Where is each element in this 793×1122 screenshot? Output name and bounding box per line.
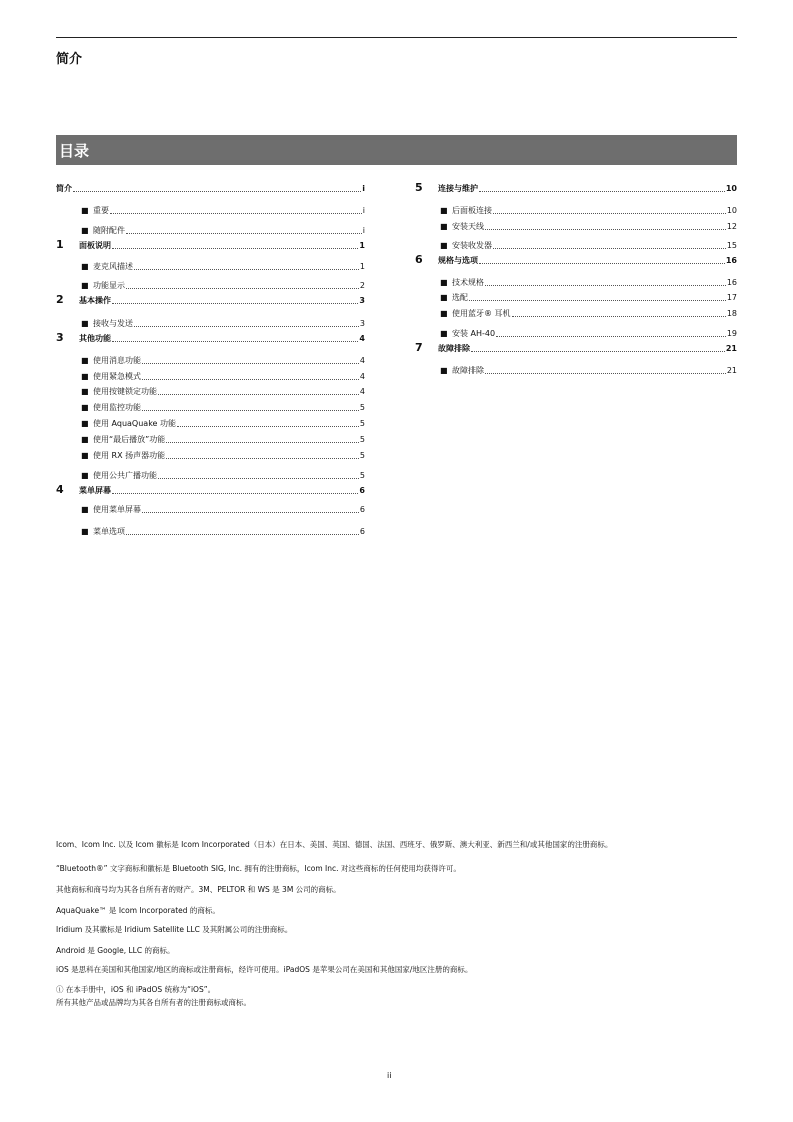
bullet-icon: ■: [81, 451, 89, 460]
toc-sub-entry[interactable]: [81, 383, 365, 397]
toc-sub-entry[interactable]: [81, 277, 365, 291]
chapter-number: 3: [56, 331, 64, 344]
toc-entry-title: 基本操作: [79, 296, 111, 305]
toc-entry-page: 5: [359, 451, 365, 460]
dot-leader: [110, 213, 362, 214]
toc-entry-title: 菜单屏幕: [79, 486, 111, 495]
bullet-icon: ■: [81, 419, 89, 428]
toc-sub-entry[interactable]: [440, 202, 737, 216]
toc-entry-page: 6: [359, 505, 365, 514]
dot-leader: [479, 263, 725, 264]
toc-entry-title: 故障排除: [438, 344, 470, 353]
toc-entry-page: i: [362, 184, 365, 193]
legal-line: 其他商标和商号均为其各自所有者的财产。3M、PELTOR 和 WS 是 3M 公司的商标。: [56, 885, 341, 894]
toc-sub-entry[interactable]: [440, 289, 737, 303]
toc-entry-title: 使用按键锁定功能: [93, 387, 157, 396]
dot-leader: [112, 248, 358, 249]
dot-leader: [485, 229, 726, 230]
toc-sub-entry[interactable]: [81, 202, 365, 216]
toc-entry-title: 选配: [452, 293, 468, 302]
bullet-icon: ■: [81, 356, 89, 365]
toc-entry-title: 接收与发送: [93, 319, 133, 328]
bullet-icon: ■: [81, 372, 89, 381]
toc-entry-page: 5: [359, 419, 365, 428]
dot-leader: [158, 478, 359, 479]
toc-sub-entry[interactable]: [81, 352, 365, 366]
toc-entry-title: 规格与选项: [438, 256, 478, 265]
toc-entry-title: 后面板连接: [452, 206, 492, 215]
bullet-icon: ■: [81, 387, 89, 396]
toc-entry-page: 4: [359, 356, 365, 365]
toc-entry-page: 16: [725, 256, 737, 265]
toc-entry-title: 使用蓝牙® 耳机: [452, 309, 511, 318]
bullet-icon: ■: [440, 206, 448, 215]
toc-entry-page: 19: [726, 329, 737, 338]
toc-entry-title: 简介: [56, 184, 72, 193]
dot-leader: [142, 410, 359, 411]
chapter-number: 5: [415, 181, 423, 194]
toc-sub-entry[interactable]: [81, 399, 365, 413]
toc-entry-title: 使用“最后播放”功能: [93, 435, 166, 444]
toc-entry-page: 6: [359, 527, 365, 536]
toc-entry-title: 安装 AH-40: [452, 329, 496, 338]
toc-sub-entry[interactable]: [440, 274, 737, 288]
legal-line: Android 是 Google, LLC 的商标。: [56, 946, 175, 955]
toc-entry-title: 面板说明: [79, 241, 111, 250]
section-title: 简介: [56, 52, 83, 67]
dot-leader: [158, 394, 359, 395]
bullet-icon: ■: [440, 329, 448, 338]
toc-entry-page: 4: [359, 387, 365, 396]
bullet-icon: ■: [81, 319, 89, 328]
dot-leader: [471, 351, 725, 352]
dot-leader: [166, 442, 359, 443]
toc-chapter-entry[interactable]: [415, 252, 737, 266]
dot-leader: [493, 248, 726, 249]
dot-leader: [142, 363, 359, 364]
bullet-icon: ■: [440, 366, 448, 375]
dot-leader: [142, 379, 359, 380]
toc-entry-page: 21: [725, 344, 737, 353]
top-rule: [56, 37, 737, 38]
toc-chapter-entry[interactable]: [415, 340, 737, 354]
dot-leader: [496, 336, 726, 337]
bullet-icon: ■: [440, 241, 448, 250]
toc-entry-page: 4: [359, 372, 365, 381]
dot-leader: [512, 316, 726, 317]
toc-sub-entry[interactable]: [81, 368, 365, 382]
bullet-icon: ■: [81, 471, 89, 480]
toc-entry-title: 使用紧急模式: [93, 372, 141, 381]
bullet-icon: ■: [81, 505, 89, 514]
toc-chapter-entry[interactable]: [415, 180, 737, 194]
dot-leader: [112, 303, 358, 304]
toc-entry-title: 功能显示: [93, 281, 125, 290]
toc-entry-page: 4: [359, 334, 365, 343]
toc-entry-page: 2: [359, 281, 365, 290]
bullet-icon: ■: [440, 309, 448, 318]
toc-sub-entry[interactable]: [81, 523, 365, 537]
toc-entry-title: 重要: [93, 206, 109, 215]
toc-banner: [56, 135, 737, 165]
bullet-icon: ■: [81, 403, 89, 412]
toc-entry-page: 18: [726, 309, 737, 318]
toc-entry-page: 5: [359, 403, 365, 412]
toc-entry-title: 使用 AquaQuake 功能: [93, 419, 177, 428]
toc-chapter-entry[interactable]: [56, 482, 365, 496]
toc-sub-entry[interactable]: [81, 222, 365, 236]
toc-chapter-entry[interactable]: [56, 237, 365, 251]
dot-leader: [485, 373, 726, 374]
dot-leader: [126, 233, 362, 234]
toc-sub-entry[interactable]: [81, 501, 365, 515]
toc-entry-page: 3: [359, 296, 365, 305]
toc-entry-page: 5: [359, 471, 365, 480]
legal-line: “Bluetooth®” 文字商标和徽标是 Bluetooth SIG, Inc. 拥有的注册商标，Icom Inc. 对这些商标的任何使用均获得许可。: [56, 864, 461, 873]
toc-sub-entry[interactable]: [440, 325, 737, 339]
dot-leader: [485, 285, 726, 286]
bullet-icon: ■: [81, 435, 89, 444]
dot-leader: [126, 534, 359, 535]
toc-chapter-entry[interactable]: [56, 330, 365, 344]
bullet-icon: ■: [81, 226, 89, 235]
dot-leader: [73, 191, 361, 192]
toc-entry-page: 21: [726, 366, 737, 375]
toc-entry-title: 技术规格: [452, 278, 484, 287]
toc-entry-title: 麦克风描述: [93, 262, 133, 271]
toc-sub-entry[interactable]: [81, 447, 365, 461]
toc-chapter-entry[interactable]: [56, 180, 365, 194]
toc-entry-title: 连接与维护: [438, 184, 478, 193]
toc-entry-title: 使用菜单屏幕: [93, 505, 141, 514]
toc-entry-title: 使用监控功能: [93, 403, 141, 412]
legal-line: ⓘ 在本手册中，iOS 和 iPadOS 统称为“iOS”。: [56, 985, 216, 994]
dot-leader: [493, 213, 726, 214]
toc-entry-page: 1: [359, 262, 365, 271]
bullet-icon: ■: [81, 527, 89, 536]
toc-chapter-entry[interactable]: [56, 292, 365, 306]
dot-leader: [479, 191, 725, 192]
toc-entry-title: 使用公共广播功能: [93, 471, 157, 480]
dot-leader: [112, 341, 358, 342]
chapter-number: 4: [56, 483, 64, 496]
chapter-number: 6: [415, 253, 423, 266]
dot-leader: [126, 288, 359, 289]
chapter-number: 1: [56, 238, 64, 251]
toc-entry-title: 其他功能: [79, 334, 111, 343]
toc-entry-title: 随附配件: [93, 226, 125, 235]
chapter-number: 7: [415, 341, 423, 354]
dot-leader: [469, 300, 726, 301]
toc-entry-page: 5: [359, 435, 365, 444]
toc-entry-page: 10: [725, 184, 737, 193]
bullet-icon: ■: [440, 293, 448, 302]
toc-entry-page: 15: [726, 241, 737, 250]
toc-sub-entry[interactable]: [440, 218, 737, 232]
dot-leader: [112, 493, 358, 494]
bullet-icon: ■: [81, 262, 89, 271]
toc-entry-title: 安装收发器: [452, 241, 492, 250]
toc-entry-title: 故障排除: [452, 366, 484, 375]
toc-sub-entry[interactable]: [81, 315, 365, 329]
legal-line: iOS 是思科在美国和其他国家/地区的商标或注册商标，经许可使用。iPadOS 是苹果公司在美国和其他国家/地区注册的商标。: [56, 965, 473, 974]
legal-line: Icom、Icom Inc. 以及 Icom 徽标是 Icom Incorporated（日本）在日本、美国、英国、德国、法国、西班牙、俄罗斯、澳大利亚、新西兰和/或其他国家的注册商标。: [56, 840, 613, 849]
toc-entry-page: 3: [359, 319, 365, 328]
toc-sub-entry[interactable]: [81, 415, 365, 429]
toc-sub-entry[interactable]: [81, 431, 365, 445]
legal-line: AquaQuake™ 是 Icom Incorporated 的商标。: [56, 906, 220, 915]
bullet-icon: ■: [440, 278, 448, 287]
toc-entry-title: 使用 RX 扬声器功能: [93, 451, 166, 460]
toc-heading: 目录: [59, 142, 90, 160]
legal-line: Iridium 及其徽标是 Iridium Satellite LLC 及其附属公司的注册商标。: [56, 925, 293, 934]
toc-sub-entry[interactable]: [81, 467, 365, 481]
toc-entry-page: 17: [726, 293, 737, 302]
toc-entry-title: 安装天线: [452, 222, 484, 231]
dot-leader: [134, 269, 359, 270]
toc-entry-page: 10: [726, 206, 737, 215]
toc-sub-entry[interactable]: [81, 258, 365, 272]
dot-leader: [177, 426, 359, 427]
dot-leader: [134, 326, 359, 327]
toc-entry-page: i: [362, 226, 365, 235]
dot-leader: [142, 512, 359, 513]
toc-entry-title: 菜单选项: [93, 527, 125, 536]
toc-sub-entry[interactable]: [440, 237, 737, 251]
toc-entry-page: 12: [726, 222, 737, 231]
toc-entry-page: 1: [359, 241, 365, 250]
toc-entry-page: i: [362, 206, 365, 215]
page-number: ii: [387, 1071, 392, 1080]
dot-leader: [166, 458, 359, 459]
toc-entry-page: 16: [726, 278, 737, 287]
toc-sub-entry[interactable]: [440, 362, 737, 376]
toc-entry-page: 6: [359, 486, 365, 495]
bullet-icon: ■: [440, 222, 448, 231]
legal-line: 所有其他产品或品牌均为其各自所有者的注册商标或商标。: [56, 998, 251, 1007]
toc-sub-entry[interactable]: [440, 305, 737, 319]
bullet-icon: ■: [81, 281, 89, 290]
bullet-icon: ■: [81, 206, 89, 215]
toc-entry-title: 使用消息功能: [93, 356, 141, 365]
chapter-number: 2: [56, 293, 64, 306]
